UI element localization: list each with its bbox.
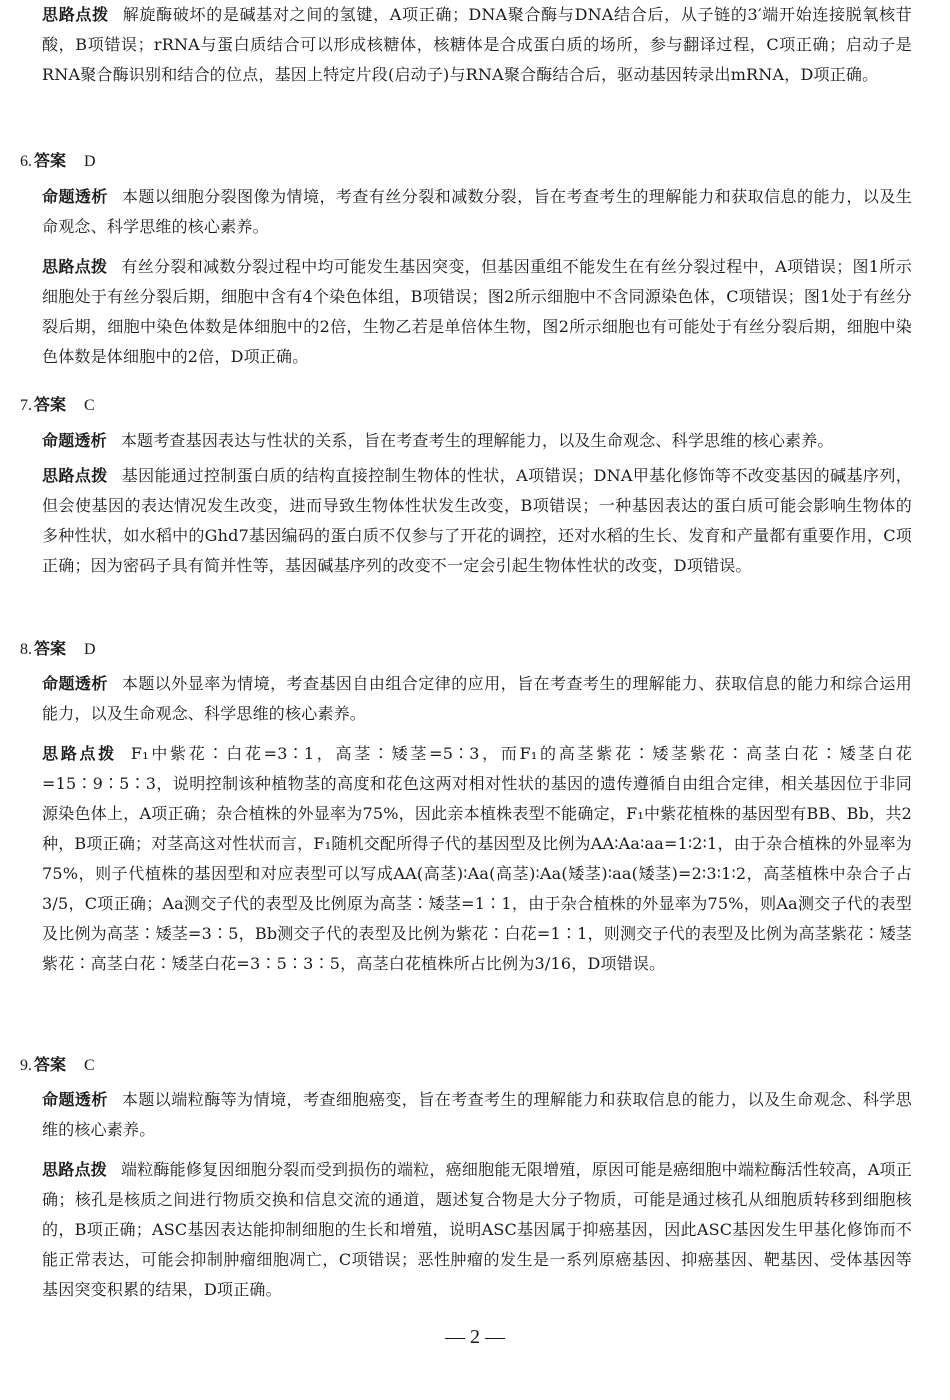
q7-answer: C [84, 397, 95, 414]
q8-intent-label: 命题透析 [42, 674, 108, 693]
q7-analysis [42, 461, 912, 581]
q8-number: 8. [20, 641, 32, 658]
q6-answer-label: 答案 [34, 151, 67, 170]
q6-intent-text: 本题以细胞分裂图像为情境，考查有丝分裂和减数分裂，旨在考查考生的理解能力和获取信息的能力，以及生命观念、科学思维的核心素养。 [42, 187, 912, 236]
q8-answer-label: 答案 [34, 639, 67, 658]
q8-analysis-text: F₁中紫花∶白花=3∶1，高茎∶矮茎=5∶3，而F₁的高茎紫花∶矮茎紫花∶高茎白花∶矮茎白花=15∶9∶5∶3，说明控制该种植物茎的高度和花色这两对相对性状的基因的遗传遵循自由组合定律，相关基因位于非同源染色体上，A项正确；杂合植株的外显率为75%，因此亲本植株表型不能确定，F₁中紫花植株的基因型有BB、Bb，共2种，B项正确；对茎高这对性状而言，F₁随机交配所得子代的基因型及比例为AA∶Aa∶aa=1∶2∶1，由于杂合植株的外显率为75%，则子代植株的基因型和对应表型可以写成AA(高茎)∶Aa(高茎)∶Aa(矮茎)∶aa(矮茎)=2∶3∶1∶2，高茎植株中杂合子占3/5，C项正确；Aa测交子代的表型及比例原为高茎∶矮茎=1∶1，由于杂合植株的外显率为75%，则Aa测交子代的表型及比例为高茎∶矮茎=3∶5，Bb测交子代的表型及比例为紫花∶白花=1∶1，则测交子代的表型及比例为高茎紫花∶矮茎紫花∶高茎白花∶矮茎白花=3∶5∶3∶5，高茎白花植株所占比例为3/16，D项错误。 [42, 744, 912, 973]
q7-analysis-text: 基因能通过控制蛋白质的结构直接控制生物体的性状，A项错误；DNA甲基化修饰等不改变基因的碱基序列，但会使基因的表达情况发生改变，进而导致生物体性状发生改变，B项错误；一种基因表达的蛋白质可能会影响生物体的多种性状，如水稻中的Ghd7基因编码的蛋白质不仅参与了开花的调控，还对水稻的生长、发育和产量都有重要作用，C项正确；因为密码子具有简并性等，基因碱基序列的改变不一定会引起生物体性状的改变，D项错误。 [42, 466, 912, 575]
q6-analysis-label: 思路点拨 [42, 257, 108, 276]
q8-answer-line [20, 634, 96, 665]
q7-intent [42, 426, 912, 456]
q7-number: 7. [20, 397, 32, 414]
q7-answer-label: 答案 [34, 395, 67, 414]
q9-number: 9. [20, 1057, 32, 1074]
q9-analysis-text: 端粒酶能修复因细胞分裂而受到损伤的端粒，癌细胞能无限增殖，原因可能是癌细胞中端粒酶活性较高，A项正确；核孔是核质之间进行物质交换和信息交流的通道，题述复合物是大分子物质，可能是通过核孔从细胞质转移到细胞核的，B项正确；ASC基因表达能抑制细胞的生长和增殖，说明ASC基因属于抑癌基因，因此ASC基因发生甲基化修饰而不能正常表达，可能会抑制肿瘤细胞凋亡，C项错误；恶性肿瘤的发生是一系列原癌基因、抑癌基因、靶基因、受体基因等基因突变积累的结果，D项正确。 [42, 1160, 912, 1299]
q7-intent-text: 本题考查基因表达与性状的关系，旨在考查考生的理解能力，以及生命观念、科学思维的核心素养。 [120, 431, 834, 450]
q9-intent-text: 本题以端粒酶等为情境，考查细胞癌变，旨在考查考生的理解能力和获取信息的能力，以及生命观念、科学思维的核心素养。 [42, 1090, 912, 1139]
q9-intent-label: 命题透析 [42, 1090, 108, 1109]
q9-answer: C [84, 1057, 95, 1074]
q9-intent [42, 1085, 912, 1145]
page-number: — 2 — [445, 1326, 505, 1348]
q8-answer: D [84, 641, 96, 658]
q9-analysis [42, 1155, 912, 1305]
q6-analysis [42, 252, 912, 372]
q8-intent-text: 本题以外显率为情境，考查基因自由组合定律的应用，旨在考查考生的理解能力、获取信息的能力和综合运用能力，以及生命观念、科学思维的核心素养。 [42, 674, 912, 723]
q5-analysis [42, 0, 912, 90]
q5-analysis-text: 解旋酶破坏的是碱基对之间的氢键，A项正确；DNA聚合酶与DNA结合后，从子链的3′端开始连接脱氧核苷酸，B项错误；rRNA与蛋白质结合可以形成核糖体，核糖体是合成蛋白质的场所，参与翻译过程，C项正确；启动子是RNA聚合酶识别和结合的位点，基因上特定片段(启动子)与RNA聚合酶结合后，驱动基因转录出mRNA，D项正确。 [42, 5, 912, 84]
q9-answer-line [20, 1050, 95, 1081]
q8-analysis-label: 思路点拨 [42, 744, 117, 763]
q6-answer: D [84, 153, 96, 170]
q5-analysis-label: 思路点拨 [42, 5, 109, 24]
q6-intent-label: 命题透析 [42, 187, 108, 206]
q6-answer-line [20, 146, 96, 177]
q9-analysis-label: 思路点拨 [42, 1160, 107, 1179]
q6-intent [42, 182, 912, 242]
q9-answer-label: 答案 [34, 1055, 67, 1074]
q6-analysis-text: 有丝分裂和减数分裂过程中均可能发生基因突变，但基因重组不能发生在有丝分裂过程中，A项错误；图1所示细胞处于有丝分裂后期，细胞中含有4个染色体组，B项错误；图2所示细胞中不含同源染色体，C项错误；图1处于有丝分裂后期，细胞中染色体数是体细胞中的2倍，生物乙若是单倍体生物，图2所示细胞也有可能处于有丝分裂后期，细胞中染色体数是体细胞中的2倍，D项正确。 [42, 257, 912, 366]
q7-analysis-label: 思路点拨 [42, 466, 108, 485]
q7-intent-label: 命题透析 [42, 431, 107, 450]
q8-intent [42, 669, 912, 729]
q6-number: 6. [20, 153, 32, 170]
q7-answer-line [20, 390, 95, 421]
q8-analysis [42, 739, 912, 979]
